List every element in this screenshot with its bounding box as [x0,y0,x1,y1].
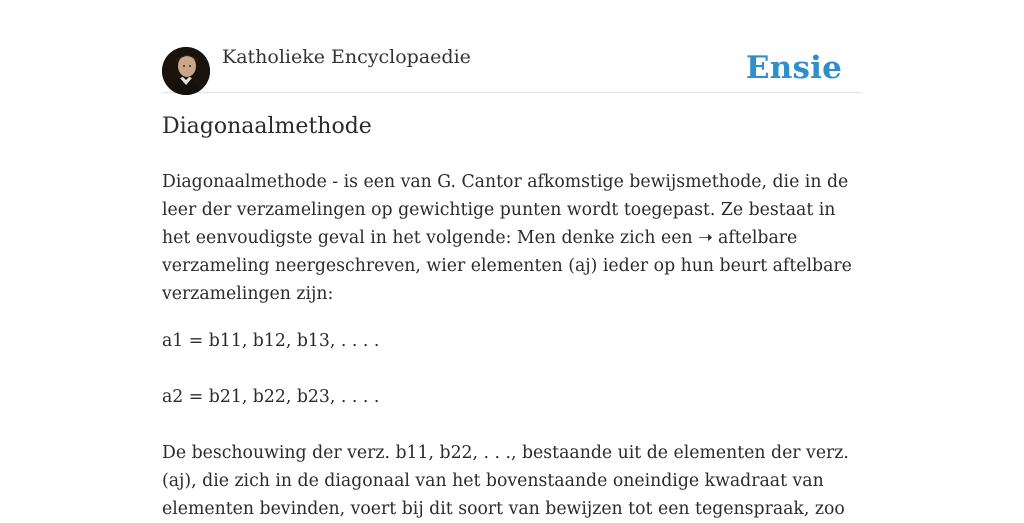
spacer [162,411,867,439]
author-avatar[interactable] [162,47,210,95]
page [162,0,862,519]
site-header [162,0,862,93]
formula-line: a1 = b11, b12, b13, . . . . [162,331,380,351]
spacer [162,355,867,383]
site-name[interactable]: Katholieke Encyclopaedie [222,46,471,68]
portrait-image [162,47,210,95]
article-body [162,168,867,523]
article-paragraph: Diagonaalmethode - is een van G. Cantor afkomstige bewijsmethode, die in de leer der verzamelingen op gewichtige punten wordt toegepast. Ze bestaat in het eenvoudigste geval in het volgende: Men denke zich een ➝ aftelbare verzameling neergeschreven, wier elementen (aj) ieder op hun beurt aftelbare verzamelingen zijn: [162,172,852,304]
article-title: Diagonaalmethode [162,114,372,139]
brand-logo[interactable]: Ensie [745,50,842,86]
formula-line: a2 = b21, b22, b23, . . . . [162,387,380,407]
article-paragraph: De beschouwing der verz. b11, b22, . . ., bestaande uit de elementen der verz. (aj), die zich in de diagonaal van het bovenstaande oneindige kwadraat van elementen bevinden, voert bij dit soort van bewijzen tot een tegenspraak, zoo [162,443,849,519]
